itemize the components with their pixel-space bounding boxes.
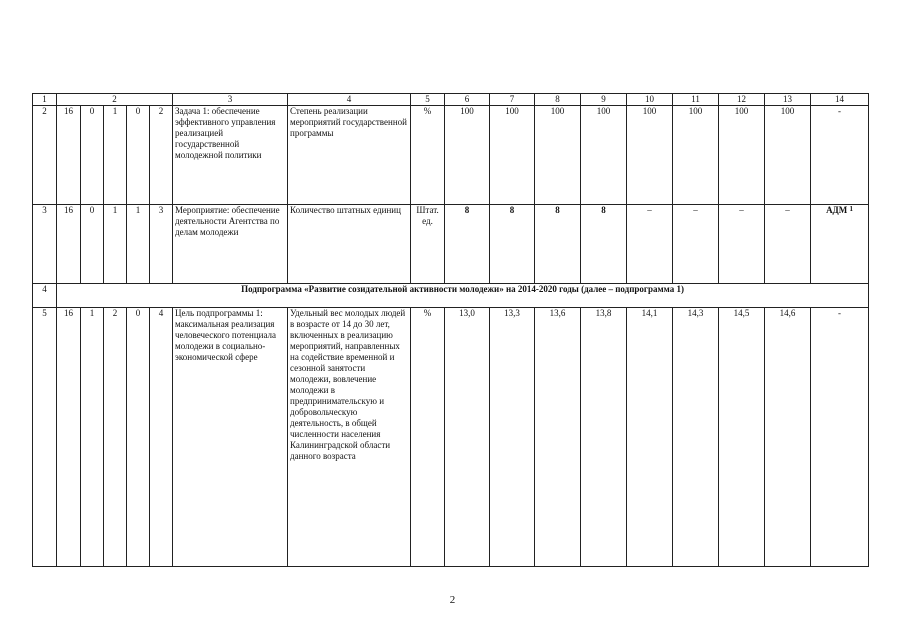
task-name: Задача 1: обеспечение эффективного управления реализацией государственной молодежной политики bbox=[173, 106, 288, 205]
value-cell: 100 bbox=[765, 106, 811, 205]
header-cell: 7 bbox=[490, 94, 535, 106]
responsible-text: - bbox=[838, 106, 842, 116]
table-row bbox=[33, 205, 869, 284]
value-cell: 14,3 bbox=[673, 308, 719, 567]
code-cell: 4 bbox=[150, 308, 173, 567]
code-cell: 16 bbox=[57, 205, 81, 284]
header-cell: 6 bbox=[445, 94, 490, 106]
value-cell: – bbox=[673, 205, 719, 284]
value-cell: – bbox=[719, 205, 765, 284]
value-cell: – bbox=[765, 205, 811, 284]
value-cell: 14,5 bbox=[719, 308, 765, 567]
responsible-text: АДМ bbox=[826, 205, 848, 215]
header-cell: 13 bbox=[765, 94, 811, 106]
unit-cell: % bbox=[411, 106, 445, 205]
code-cell: 1 bbox=[104, 205, 127, 284]
code-cell: 1 bbox=[104, 106, 127, 205]
value-cell: 14,6 bbox=[765, 308, 811, 567]
code-cell: 1 bbox=[81, 308, 104, 567]
unit-cell: Штат. ед. bbox=[411, 205, 445, 284]
value-cell: 8 bbox=[490, 205, 535, 284]
goal-name: Цель подпрограммы 1: максимальная реализация человеческого потенциала молодежи в социально-экономической сфере bbox=[173, 308, 288, 567]
indicator-table bbox=[32, 93, 869, 567]
code-cell: 0 bbox=[127, 106, 150, 205]
header-cell: 8 bbox=[535, 94, 581, 106]
header-cell: 10 bbox=[627, 94, 673, 106]
value-cell: 100 bbox=[581, 106, 627, 205]
code-cell: 2 bbox=[104, 308, 127, 567]
value-cell: 8 bbox=[445, 205, 490, 284]
subprogram-title: Подпрограмма «Развитие созидательной активности молодежи» на 2014-2020 годы (далее – подпрограмма 1) bbox=[57, 284, 869, 308]
value-cell: 13,3 bbox=[490, 308, 535, 567]
header-cell: 12 bbox=[719, 94, 765, 106]
value-cell: 8 bbox=[535, 205, 581, 284]
code-cell: 3 bbox=[150, 205, 173, 284]
footnote-marker: 1 bbox=[849, 205, 853, 213]
code-cell: 2 bbox=[150, 106, 173, 205]
header-cell: 3 bbox=[173, 94, 288, 106]
value-cell: 100 bbox=[673, 106, 719, 205]
header-cell: 2 bbox=[57, 94, 173, 106]
code-cell: 1 bbox=[127, 205, 150, 284]
indicator-name: Количество штатных единиц bbox=[288, 205, 411, 284]
header-cell: 9 bbox=[581, 94, 627, 106]
row-number: 5 bbox=[33, 308, 57, 567]
code-cell: 16 bbox=[57, 308, 81, 567]
code-cell: 0 bbox=[81, 106, 104, 205]
responsible-cell bbox=[811, 205, 869, 284]
table-row bbox=[33, 308, 869, 567]
indicator-name: Степень реализации мероприятий государственной программы bbox=[288, 106, 411, 205]
page-number: 2 bbox=[449, 594, 456, 606]
header-cell: 1 bbox=[33, 94, 57, 106]
code-cell: 0 bbox=[127, 308, 150, 567]
code-cell: 16 bbox=[57, 106, 81, 205]
row-number: 2 bbox=[33, 106, 57, 205]
value-cell: 100 bbox=[719, 106, 765, 205]
responsible-cell: - bbox=[811, 308, 869, 567]
header-row bbox=[33, 94, 869, 106]
header-cell: 11 bbox=[673, 94, 719, 106]
section-row bbox=[33, 284, 869, 308]
value-cell: 100 bbox=[445, 106, 490, 205]
header-cell: 14 bbox=[811, 94, 869, 106]
value-cell: – bbox=[627, 205, 673, 284]
table-row bbox=[33, 106, 869, 205]
row-number: 3 bbox=[33, 205, 57, 284]
value-cell: 14,1 bbox=[627, 308, 673, 567]
value-cell: 13,8 bbox=[581, 308, 627, 567]
value-cell: 100 bbox=[535, 106, 581, 205]
task-name: Мероприятие: обеспечение деятельности Агентства по делам молодежи bbox=[173, 205, 288, 284]
value-cell: 100 bbox=[627, 106, 673, 205]
header-cell: 5 bbox=[411, 94, 445, 106]
value-cell: 13,6 bbox=[535, 308, 581, 567]
value-cell: 100 bbox=[490, 106, 535, 205]
header-cell: 4 bbox=[288, 94, 411, 106]
indicator-name: Удельный вес молодых людей в возрасте от 14 до 30 лет, включенных в реализацию мероприятий, направленных на содействие временной и сезонной занятости молодежи, вовлечение молодежи в предпринимательскую и добровольческую деятельность, в общей численности населения Калининградской области данного возраста bbox=[288, 308, 411, 567]
value-cell: 13,0 bbox=[445, 308, 490, 567]
row-number: 4 bbox=[33, 284, 57, 308]
value-cell: 8 bbox=[581, 205, 627, 284]
responsible-cell bbox=[811, 106, 869, 205]
unit-cell: % bbox=[411, 308, 445, 567]
code-cell: 0 bbox=[81, 205, 104, 284]
